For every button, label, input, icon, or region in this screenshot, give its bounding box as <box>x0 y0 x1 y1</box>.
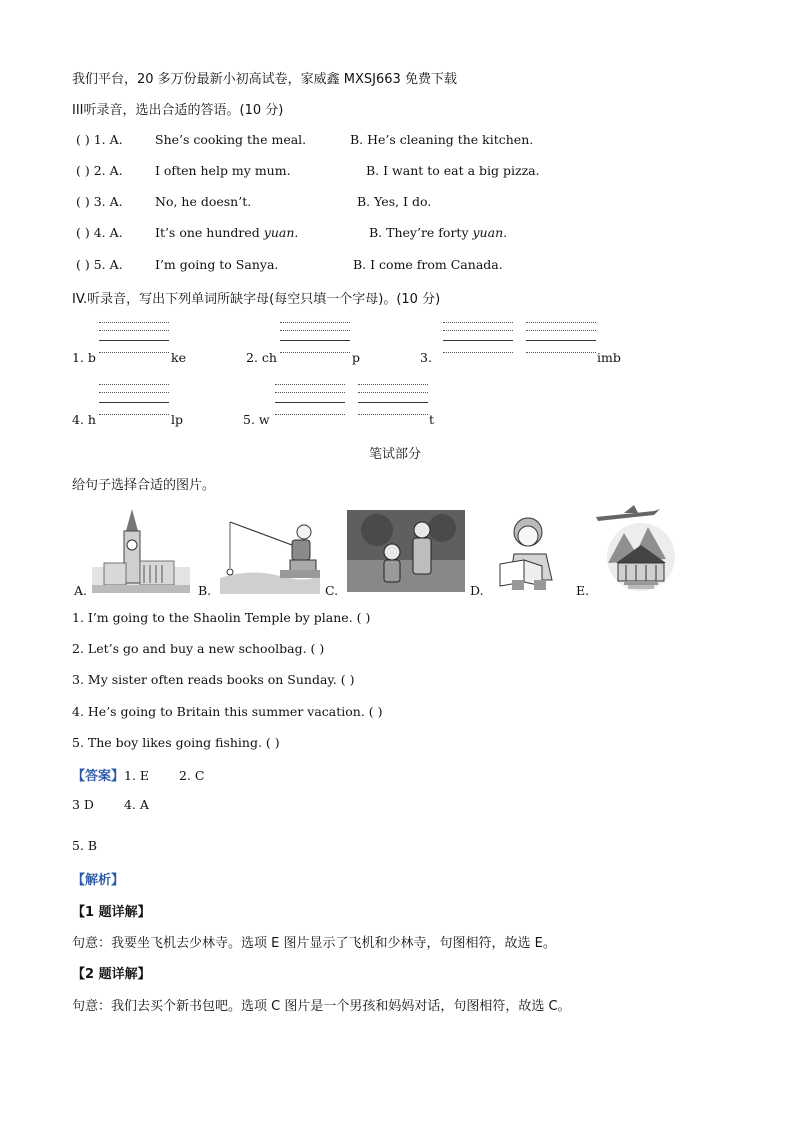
word2-prefix: 2. ch <box>246 350 277 365</box>
q2-detail-tag: 【2 题详解】 <box>72 967 151 982</box>
answer-3: 3 D <box>72 797 94 812</box>
word5-prefix: 5. w <box>243 412 270 427</box>
word3-prefix: 3. <box>420 350 432 365</box>
header-notice: 我们平台，20 多万份最新小初高试卷，家威鑫 MXSJ663 免费下载 <box>72 72 457 87</box>
sentence-1: 1. I’m going to the Shaolin Temple by plane. ( ) <box>72 610 371 625</box>
written-section-title: 笔试部分 <box>369 447 422 462</box>
answer-5: 5. B <box>72 838 98 853</box>
word1-blank[interactable] <box>99 322 169 354</box>
word5-blank-2[interactable] <box>358 384 428 416</box>
sentence-5: 5. The boy likes going fishing. ( ) <box>72 735 280 750</box>
q1-detail-tag: 【1 题详解】 <box>72 905 151 920</box>
answer-4: 4. A <box>123 797 149 812</box>
q2-detail-text: 句意：我们去买个新书包吧。选项 C 图片是一个男孩和妈妈对话，句图相符，故选 C。 <box>72 999 571 1014</box>
option-a: I’m going to Sanya. <box>155 257 279 272</box>
word2-suffix: p <box>352 350 361 365</box>
plane-and-temple-picture <box>594 503 688 595</box>
answer-2: 2. C <box>179 768 205 783</box>
option-b: B. I want to eat a big pizza. <box>366 163 540 178</box>
item-prefix: ( ) 4. A. <box>76 225 123 240</box>
item-prefix: ( ) 5. A. <box>76 257 123 272</box>
section4-title: IV.听录音，写出下列单词所缺字母(每空只填一个字母)。(10 分) <box>72 292 441 307</box>
option-b: B. He’s cleaning the kitchen. <box>350 132 534 147</box>
word3-suffix: imb <box>597 350 621 365</box>
sentence-3: 3. My sister often reads books on Sunday. ( ) <box>72 672 355 687</box>
option-b: B. I come from Canada. <box>353 257 503 272</box>
item-prefix: ( ) 1. A. <box>76 132 123 147</box>
answer-line-1 <box>72 765 205 784</box>
girl-reading-picture <box>490 514 560 594</box>
analysis-tag: 【解析】 <box>72 873 125 888</box>
word2-blank[interactable] <box>280 322 350 354</box>
option-a: She’s cooking the meal. <box>155 132 307 147</box>
picture-label-a: A. <box>74 583 88 598</box>
word5-suffix: t <box>429 412 435 427</box>
picture-label-c: C. <box>325 583 339 598</box>
section3-title: III听录音，选出合适的答语。(10 分) <box>72 103 284 118</box>
sentence-4: 4. He’s going to Britain this summer vacation. ( ) <box>72 704 383 719</box>
boy-and-mum-picture <box>347 510 465 592</box>
option-b: B. Yes, I do. <box>357 194 432 209</box>
picture-label-e: E. <box>576 583 590 598</box>
sentence-2: 2. Let’s go and buy a new schoolbag. ( ) <box>72 641 325 656</box>
bigben-picture <box>92 505 190 593</box>
fishing-boy-picture <box>220 518 320 594</box>
word3-blank-1[interactable] <box>443 322 513 354</box>
option-a: I often help my mum. <box>155 163 291 178</box>
option-a: No, he doesn’t. <box>155 194 252 209</box>
word1-suffix: ke <box>171 350 186 365</box>
yuan-italic: yuan <box>472 225 504 240</box>
q1-detail-text: 句意：我要坐飞机去少林寺。选项 E 图片显示了飞机和少林寺，句图相符，故选 E。 <box>72 936 556 951</box>
yuan-italic: yuan <box>263 225 295 240</box>
item-prefix: ( ) 2. A. <box>76 163 123 178</box>
word5-blank-1[interactable] <box>275 384 345 416</box>
answer-line-2 <box>72 797 149 812</box>
word4-blank[interactable] <box>99 384 169 416</box>
option-b: B. They’re forty yuan. <box>369 225 508 240</box>
option-a: It’s one hundred yuan. <box>155 225 299 240</box>
picture-label-d: D. <box>470 583 484 598</box>
word4-prefix: 4. h <box>72 412 96 427</box>
picture-label-b: B. <box>198 583 212 598</box>
word4-suffix: lp <box>171 412 183 427</box>
answer-tag: 【答案】 <box>72 769 125 784</box>
item-prefix: ( ) 3. A. <box>76 194 123 209</box>
picture-task-title: 给句子选择合适的图片。 <box>72 478 216 493</box>
answer-1: 1. E <box>124 768 150 783</box>
word3-blank-2[interactable] <box>526 322 596 354</box>
word1-prefix: 1. b <box>72 350 96 365</box>
